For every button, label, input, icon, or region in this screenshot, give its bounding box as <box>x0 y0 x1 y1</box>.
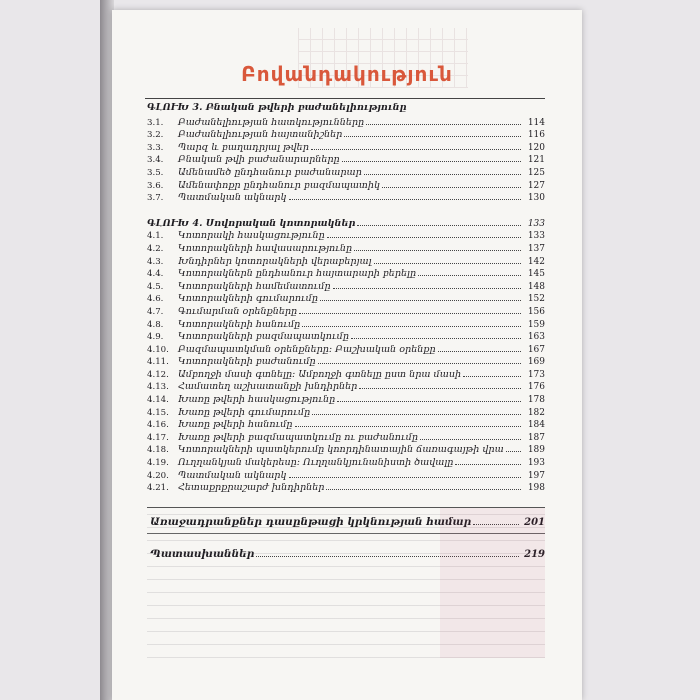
toc-entry <box>147 379 545 392</box>
entry-title: Համատեղ աշխատանքի խնդիրներ <box>178 381 358 393</box>
page-number: 198 <box>527 483 545 494</box>
entry-title: Խառը թվերի հանումը <box>178 419 293 431</box>
leader-dots <box>420 430 521 440</box>
entry-title: Խառը թվերի գումարումը <box>178 406 311 418</box>
title-divider <box>145 98 545 99</box>
page-number: 201 <box>524 516 545 528</box>
toc-entry <box>147 367 545 380</box>
leader-dots <box>299 304 521 314</box>
entry-title: Խառը թվերի բազմապատկումը ու բաժանումը <box>178 431 418 443</box>
entry-title: Կոտորակների բազմապատկումը <box>178 331 349 343</box>
entry-title: Կոտորակների հանումը <box>178 318 301 330</box>
entry-number: 4.2. <box>147 243 164 254</box>
entry-title: Գումարման օրենքները <box>178 305 298 317</box>
entry-title: Պարզ և բաղադրյալ թվեր <box>178 141 309 153</box>
page-number: 182 <box>527 407 545 418</box>
entry-title: Կոտորակների համեմատումը <box>178 280 331 292</box>
page-number: 133 <box>527 231 545 242</box>
chapter-3-heading <box>147 102 545 115</box>
page-number: 130 <box>527 193 545 204</box>
entry-title: Կոտորակների հավասարությունը <box>178 242 353 254</box>
page-number: 145 <box>527 269 545 280</box>
toc-entry <box>147 455 545 468</box>
chapter-3-entries <box>147 115 545 203</box>
leader-dots <box>342 152 521 162</box>
leader-dots <box>327 228 521 238</box>
chapter-title: ԳԼՈՒԽ 4. Սովորական կոտորակներ <box>147 217 356 229</box>
entry-number: 4.6. <box>147 294 164 305</box>
toc-entry <box>147 405 545 418</box>
entry-number: 4.9. <box>147 332 164 343</box>
toc-entry <box>147 442 545 455</box>
page-number: 156 <box>527 306 545 317</box>
page-number: 125 <box>527 167 545 178</box>
leader-dots <box>357 216 521 226</box>
page-number: 184 <box>527 420 545 431</box>
entry-number: 4.19. <box>147 458 169 469</box>
toc-entry <box>147 291 545 304</box>
entry-number: 4.14. <box>147 395 169 406</box>
toc-entry <box>147 342 545 355</box>
entry-title: Ամենափոքր ընդհանուր բազմապատիկ <box>178 179 380 191</box>
leader-dots <box>366 115 521 125</box>
entry-title: Խնդիրներ կոտորակների վերաբերյալ <box>178 255 372 267</box>
page-number: 137 <box>527 243 545 254</box>
leader-dots <box>374 254 521 264</box>
page-number: 187 <box>527 432 545 443</box>
toc-entry <box>147 241 545 254</box>
leader-dots <box>354 241 521 251</box>
toc-entry <box>147 127 545 140</box>
leader-dots <box>311 140 521 150</box>
page-number: 152 <box>527 294 545 305</box>
toc-entry <box>147 266 545 279</box>
entry-title: Պատմական ակնարկ <box>178 469 287 481</box>
page-number: 148 <box>527 281 545 292</box>
table-of-contents <box>147 100 545 562</box>
leader-dots <box>295 417 522 427</box>
toc-entry <box>147 480 545 493</box>
leader-dots <box>364 165 521 175</box>
page-number: 167 <box>527 344 545 355</box>
page-number: 142 <box>527 256 545 267</box>
entry-title: Ամենամեծ ընդհանուր բաժանարար <box>178 166 362 178</box>
toc-entry <box>147 279 545 292</box>
entry-title: Պատասխաններ <box>150 547 255 560</box>
toc-entry <box>147 152 545 165</box>
leader-dots <box>289 190 522 200</box>
leader-dots <box>344 127 521 137</box>
leader-dots <box>506 442 521 452</box>
leader-dots <box>463 367 521 377</box>
page-number: 173 <box>527 369 545 380</box>
entry-title: Բաժանելիության հատկությունները <box>178 116 365 128</box>
entry-number: 3.3. <box>147 142 164 153</box>
entry-title: Կոտորակների գումարումը <box>178 293 318 305</box>
page-number: 121 <box>527 155 545 166</box>
page-number: 133 <box>527 218 545 229</box>
page-number: 189 <box>527 445 545 456</box>
entry-title: Կոտորակի հասկացությունը <box>178 230 325 242</box>
entry-number: 3.6. <box>147 180 164 191</box>
toc-entry <box>147 392 545 405</box>
page-number: 114 <box>527 117 545 128</box>
leader-dots <box>333 279 521 289</box>
leader-dots <box>359 379 521 389</box>
entry-number: 4.3. <box>147 256 164 267</box>
entry-number: 3.4. <box>147 155 164 166</box>
page-number: 120 <box>527 142 545 153</box>
page-number: 176 <box>527 382 545 393</box>
toc-entry <box>147 190 545 203</box>
leader-dots <box>382 178 521 188</box>
toc-entry <box>147 468 545 481</box>
toc-entry <box>147 115 545 128</box>
leader-dots <box>289 468 522 478</box>
page-title: Բովանդակություն <box>241 62 453 86</box>
entry-number: 4.11. <box>147 357 169 368</box>
toc-entry <box>147 304 545 317</box>
bleed-through-color <box>440 508 545 658</box>
leader-dots <box>326 480 521 490</box>
toc-entry <box>147 228 545 241</box>
entry-title: Պատմական ակնարկ <box>178 192 287 204</box>
entry-title: Ամբողջի մասի գտնելը: Ամբողջի գտնելը ըստ նրա մասի <box>178 368 462 380</box>
leader-dots <box>455 455 521 465</box>
entry-title: Խառը թվերի հասկացությունը <box>178 394 336 406</box>
chapter-title: ԳԼՈՒԽ 3. Բնական թվերի բաժանելիությունը <box>147 102 407 113</box>
entry-title: Բազմապատկման օրենքները: Բաշխական օրենքը <box>178 343 436 355</box>
entry-number: 4.1. <box>147 231 164 242</box>
page-number: 169 <box>527 357 545 368</box>
toc-entry <box>147 417 545 430</box>
leader-dots <box>351 329 521 339</box>
entry-number: 4.15. <box>147 407 169 418</box>
entry-title: Հետաքրքրաշարժ խնդիրներ <box>178 482 325 494</box>
leader-dots <box>302 317 521 327</box>
toc-entry <box>147 317 545 330</box>
entry-number: 4.12. <box>147 369 169 380</box>
leader-dots <box>438 342 521 352</box>
page-number: 116 <box>527 130 545 141</box>
entry-number: 4.13. <box>147 382 169 393</box>
entry-number: 4.8. <box>147 319 164 330</box>
entry-number: 4.20. <box>147 470 169 481</box>
entry-title: Կոտորակներն ընդհանուր հայտարարի բերելը <box>178 268 417 280</box>
entry-number: 3.2. <box>147 130 164 141</box>
chapter-4-heading <box>147 216 545 229</box>
toc-entry <box>147 430 545 443</box>
leader-dots <box>320 291 521 301</box>
entry-number: 4.17. <box>147 432 169 443</box>
entry-title: Բնական թվի բաժանարարները <box>178 154 340 166</box>
entry-title: Կոտորակների պատկերումը կոորդինատային ճառագայթի վրա <box>178 444 504 456</box>
entry-title: Ուղղանկյան մակերեսը: Ուղղանկյունանիստի ծավալը <box>178 457 454 469</box>
entry-number: 4.10. <box>147 344 169 355</box>
leader-dots <box>337 392 521 402</box>
toc-entry <box>147 178 545 191</box>
page-number: 178 <box>527 395 545 406</box>
entry-title: Առաջադրանքներ դասընթացի կրկնության համար <box>150 515 472 528</box>
toc-entry <box>147 165 545 178</box>
leader-dots <box>312 405 521 415</box>
entry-title: Կոտորակների բաժանումը <box>178 356 316 368</box>
entry-number: 4.21. <box>147 483 169 494</box>
chapter-4-entries <box>147 228 545 492</box>
entry-number: 4.4. <box>147 269 164 280</box>
page-number: 127 <box>527 180 545 191</box>
leader-dots <box>318 354 521 364</box>
entry-number: 4.18. <box>147 445 169 456</box>
leader-dots <box>418 266 521 276</box>
page-number: 159 <box>527 319 545 330</box>
entry-number: 4.7. <box>147 306 164 317</box>
page-number: 163 <box>527 332 545 343</box>
page-number: 219 <box>524 548 545 560</box>
entry-number: 4.5. <box>147 281 164 292</box>
toc-entry <box>147 329 545 342</box>
entry-title: Բաժանելիության հայտանիշներ <box>178 129 343 141</box>
page-number: 197 <box>527 470 545 481</box>
toc-entry <box>147 254 545 267</box>
entry-number: 3.5. <box>147 167 164 178</box>
toc-entry <box>147 140 545 153</box>
page-number: 193 <box>527 458 545 469</box>
toc-entry <box>147 354 545 367</box>
entry-number: 3.7. <box>147 193 164 204</box>
entry-number: 4.16. <box>147 420 169 431</box>
entry-number: 3.1. <box>147 117 164 128</box>
